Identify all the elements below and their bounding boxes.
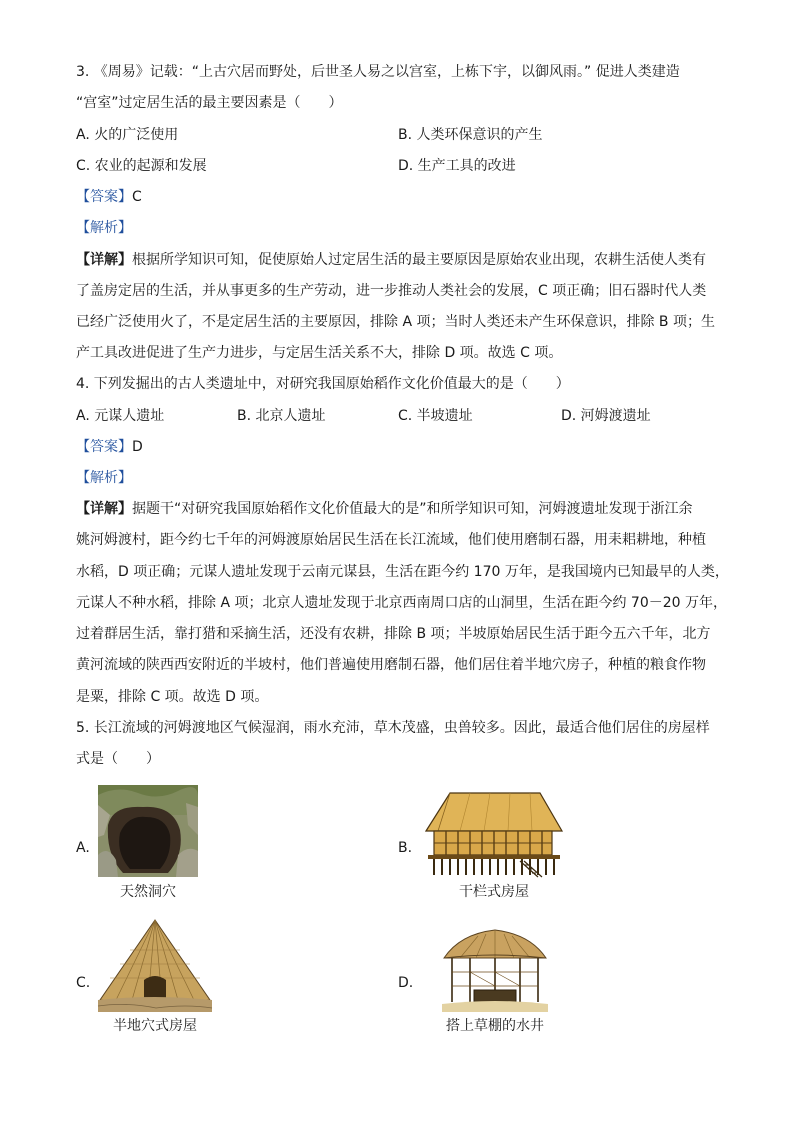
q3-detail-line4: 产工具改进促进了生产力进步，与定居生活关系不大，排除 D 项。故选 C 项。 (76, 345, 563, 361)
q4-option-c: C. 半坡遗址 (398, 408, 473, 424)
q4-detail-line5: 过着群居生活，靠打猎和采摘生活，还没有农耕，排除 B 项；半坡原始居民生活于距今五六千年，北方 (76, 626, 711, 642)
q3-analysis-label: 【解析】 (76, 220, 132, 236)
q4-detail-line2: 姚河姆渡村，距今约七千年的河姆渡原始居民生活在长江流域，他们使用磨制石器，用耒耜耕地，种植 (76, 532, 706, 548)
q4-detail-line1 (76, 499, 693, 519)
q3-option-a: A. 火的广泛使用 (76, 127, 179, 143)
answer-value: D (132, 439, 143, 455)
q5-choice-a-letter: A. (76, 840, 90, 856)
q3-detail-line1 (76, 250, 706, 270)
cave-image (98, 785, 198, 877)
thatched-well-image (440, 928, 550, 1012)
detail-text: 据题干“对研究我国原始稻作文化价值最大的是”和所学知识可知，河姆渡遗址发现于浙江余 (132, 501, 693, 517)
q4-detail-line7: 是粟，排除 C 项。故选 D 项。 (76, 689, 269, 705)
stilt-house-image (420, 787, 568, 879)
q5-stem-line2: 式是（ ） (76, 751, 160, 767)
q4-detail-line6: 黄河流域的陕西西安附近的半坡村，他们普遍使用磨制石器，他们居住着半地穴房子，种植的粮食作物 (76, 657, 706, 673)
q4-option-b: B. 北京人遗址 (237, 408, 326, 424)
q3-option-c: C. 农业的起源和发展 (76, 158, 207, 174)
detail-label: 【详解】 (76, 501, 132, 517)
q4-detail-line4: 元谋人不种水稻，排除 A 项；北京人遗址发现于北京西南周口店的山洞里，生活在距今约 70－20 万年， (76, 595, 728, 611)
q3-detail-line2: 了盖房定居的生活，并从事更多的生产劳动，进一步推动人类社会的发展，C 项正确；旧石器时代人类 (76, 283, 707, 299)
q5-choice-d-caption: 搭上草棚的水井 (446, 1018, 544, 1034)
q5-choice-d-letter: D. (398, 975, 414, 991)
q4-stem: 4. 下列发掘出的古人类遗址中，对研究我国原始稻作文化价值最大的是（ ） (76, 376, 570, 392)
q3-detail-line3: 已经广泛使用火了，不是定居生活的主要原因，排除 A 项；当时人类还未产生环保意识，排除 B 项；生 (76, 314, 715, 330)
q4-option-d: D. 河姆渡遗址 (561, 408, 651, 424)
q3-stem-line2: “宫室”过定居生活的最主要因素是（ ） (76, 95, 343, 111)
q4-option-a: A. 元谋人遗址 (76, 408, 165, 424)
q5-choice-c-caption: 半地穴式房屋 (113, 1018, 197, 1034)
q4-answer (76, 437, 143, 457)
answer-label: 【答案】 (76, 439, 132, 455)
q3-stem-line1: 3. 《周易》记载：“上古穴居而野处，后世圣人易之以宫室，上栋下宇，以御风雨。” 促进人类建造 (76, 64, 680, 80)
q3-option-b: B. 人类环保意识的产生 (398, 127, 543, 143)
q4-analysis-label: 【解析】 (76, 470, 132, 486)
answer-value: C (132, 189, 142, 205)
q5-choice-c-letter: C. (76, 975, 91, 991)
q5-stem-line1: 5. 长江流域的河姆渡地区气候湿润，雨水充沛，草木茂盛，虫兽较多。因此，最适合他们居住的房屋样 (76, 720, 710, 736)
q3-option-d: D. 生产工具的改进 (398, 158, 516, 174)
q5-choice-a-caption: 天然洞穴 (120, 884, 176, 900)
q4-detail-line3: 水稻，D 项正确；元谋人遗址发现于云南元谋县，生活在距今约 170 万年，是我国境内已知最早的人类， (76, 564, 729, 580)
detail-text: 根据所学知识可知，促使原始人过定居生活的最主要原因是原始农业出现，农耕生活使人类有 (132, 252, 706, 268)
q5-choice-b-caption: 干栏式房屋 (459, 884, 529, 900)
detail-label: 【详解】 (76, 252, 132, 268)
q5-choice-b-letter: B. (398, 840, 413, 856)
semi-subterranean-hut-image (96, 918, 214, 1014)
answer-label: 【答案】 (76, 189, 132, 205)
q3-answer (76, 187, 142, 207)
